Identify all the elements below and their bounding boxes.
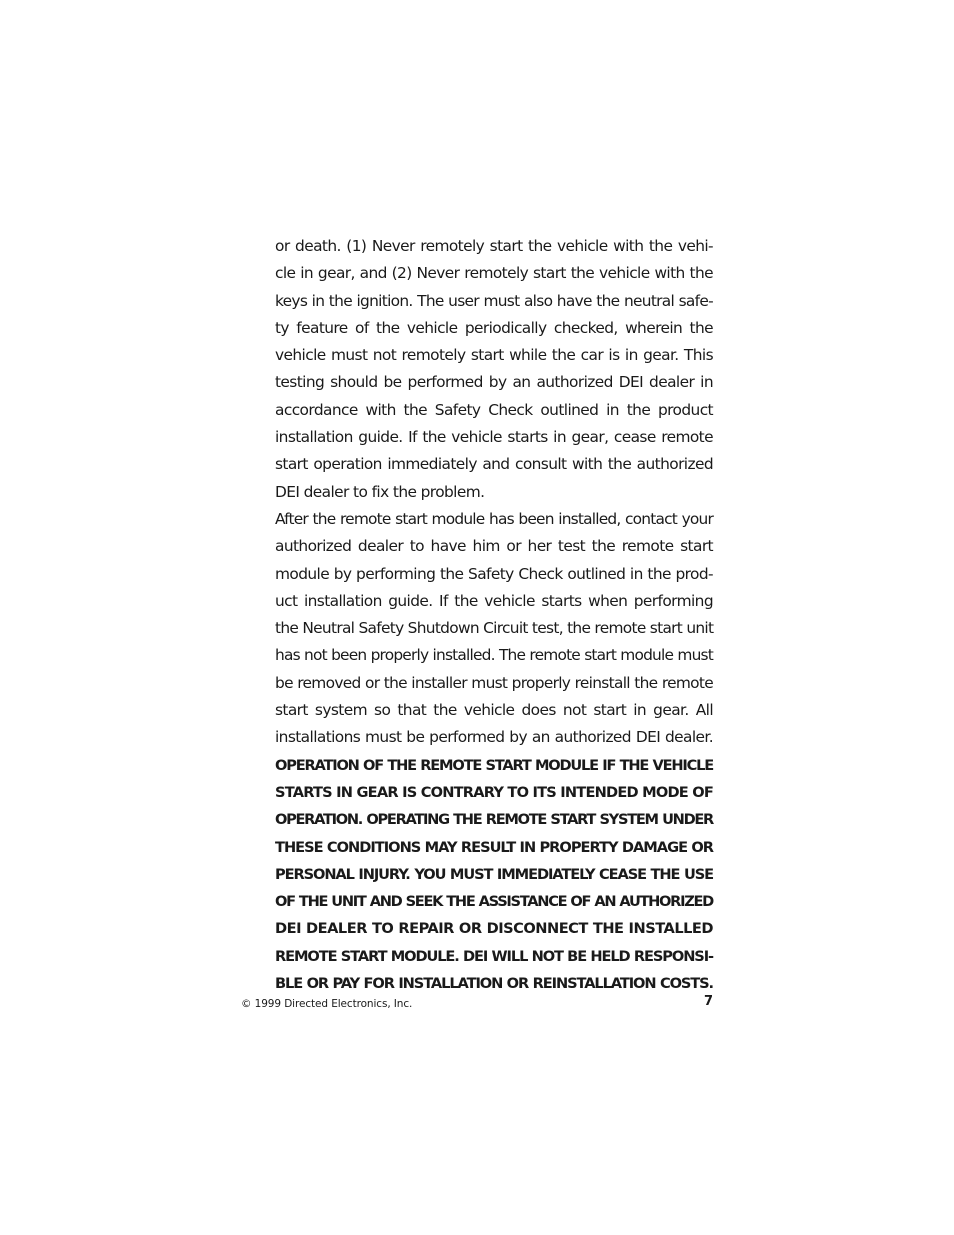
- text-line: uct installation guide. If the vehicle starts when performing: [275, 591, 713, 610]
- copyright-notice: © 1999 Directed Electronics, Inc.: [241, 998, 413, 1010]
- text-line: DEI dealer to fix the problem.: [275, 482, 485, 501]
- warning-line: BLE OR PAY FOR INSTALLATION OR REINSTALLATION COSTS.: [275, 975, 713, 993]
- warning-line: OPERATION. OPERATING THE REMOTE START SYSTEM UNDER: [275, 811, 713, 829]
- text-line: installation guide. If the vehicle starts in gear, cease remote: [275, 428, 713, 447]
- warning-line: DEI DEALER TO REPAIR OR DISCONNECT THE INSTALLED: [275, 920, 713, 938]
- text-line: be removed or the installer must properly reinstall the remote: [275, 673, 713, 692]
- text-line: After the remote start module has been installed, contact your: [275, 509, 713, 528]
- warning-line: OPERATION OF THE REMOTE START MODULE IF THE VEHICLE: [275, 756, 713, 774]
- text-line: start system so that the vehicle does not start in gear. All: [275, 701, 713, 720]
- text-line: authorized dealer to have him or her test the remote start: [275, 537, 713, 556]
- text-line: the Neutral Safety Shutdown Circuit test, the remote start unit: [275, 619, 714, 638]
- warning-line: STARTS IN GEAR IS CONTRARY TO ITS INTENDED MODE OF: [275, 783, 713, 801]
- warning-line: REMOTE START MODULE. DEI WILL NOT BE HELD RESPONSI-: [275, 947, 713, 965]
- text-line: accordance with the Safety Check outlined in the product: [275, 400, 713, 419]
- paragraph-2: [275, 506, 713, 752]
- text-line: vehicle must not remotely start while the car is in gear. This: [275, 346, 713, 365]
- text-line: or death. (1) Never remotely start the vehicle with the vehi-: [275, 237, 713, 255]
- text-line: keys in the ignition. The user must also have the neutral safe-: [275, 291, 713, 310]
- text-line: start operation immediately and consult with the authorized: [275, 455, 713, 474]
- warning-line: PERSONAL INJURY. YOU MUST IMMEDIATELY CEASE THE USE: [275, 865, 713, 883]
- text-line: testing should be performed by an authorized DEI dealer in: [275, 373, 713, 392]
- warning-line: THESE CONDITIONS MAY RESULT IN PROPERTY DAMAGE OR: [275, 838, 713, 856]
- page-body-text: [275, 233, 713, 997]
- warning-line: OF THE UNIT AND SEEK THE ASSISTANCE OF AN AUTHORIZED: [275, 893, 713, 911]
- text-line: installations must be performed by an authorized DEI dealer.: [275, 728, 713, 747]
- paragraph-1: [275, 233, 713, 506]
- text-line: cle in gear, and (2) Never remotely start the vehicle with the: [275, 264, 713, 283]
- text-line: ty feature of the vehicle periodically checked, wherein the: [275, 318, 713, 337]
- text-line: module by performing the Safety Check outlined in the prod-: [275, 564, 713, 583]
- page-number: 7: [703, 994, 713, 1009]
- text-line: has not been properly installed. The remote start module must: [275, 646, 713, 665]
- safety-warning: [275, 752, 713, 998]
